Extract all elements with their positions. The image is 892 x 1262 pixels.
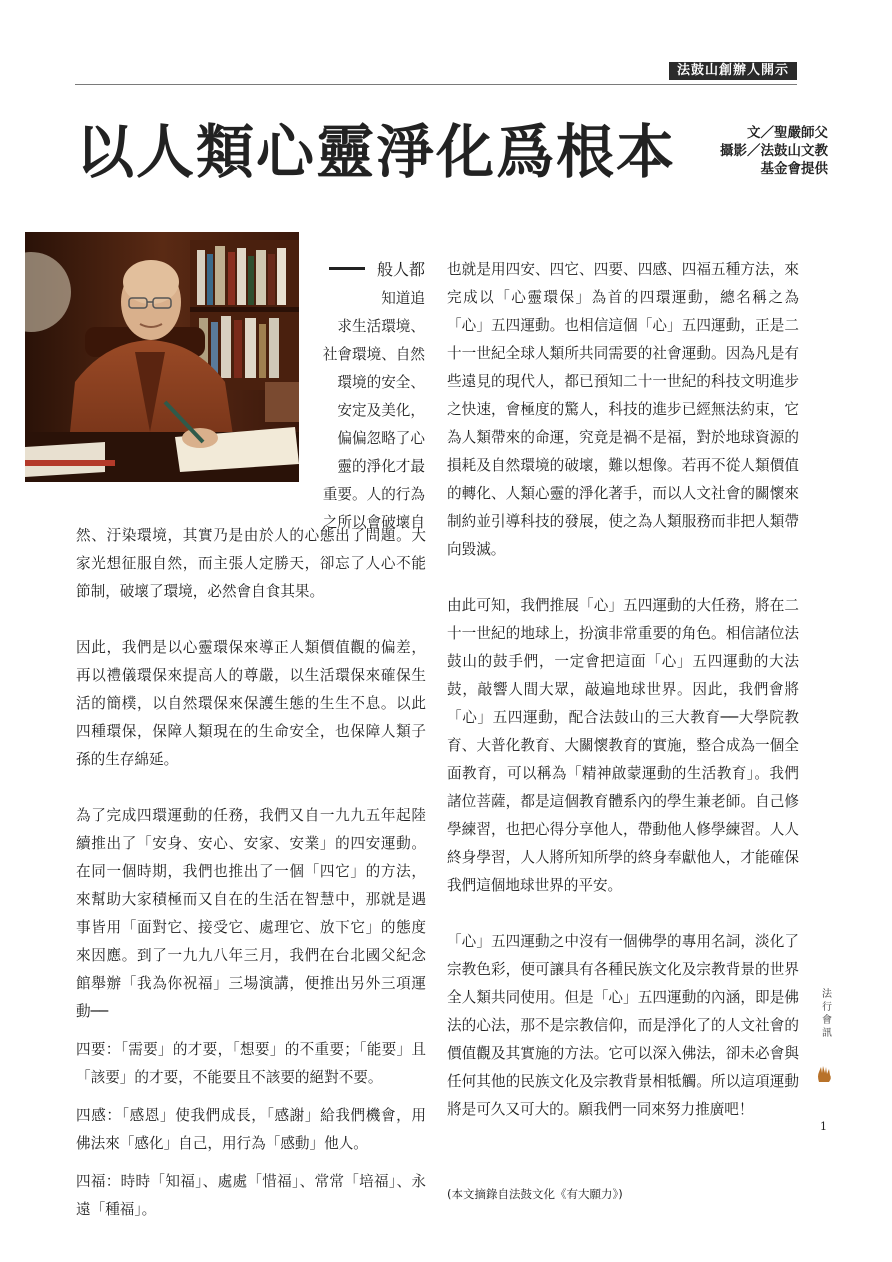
portrait-illustration <box>25 232 299 482</box>
lead-dash <box>329 267 365 270</box>
intro-line-5: 環境的安全、 <box>337 374 425 391</box>
photo-credit: 攝影／法鼓山文教 <box>720 143 828 159</box>
newsletter-label-char: 會 <box>822 1015 832 1026</box>
paragraph: 也就是用四安、四它、四要、四感、四福五種方法，來完成以「心靈環保」為首的四環運動，總名稱之為「心」五四運動。也相信這個「心」五四運動，正是二十一世紀全球人類所共同需要的社會運動。因為凡是有些遠見的現代人，都已預知二十一世紀的科技文明進步之快速，會極度的驚人，科技的進步已經無法約束，它為人類帶來的命運，究竟是禍不是福，對於地球資源的損耗及自然環境的破壞，難以想像。若再不從人類價值的轉化、人類心靈的淨化著手，而以人文社會的關懷來制約並引導科技的發展，使之為人類服務而非把人類帶向毀滅。 <box>447 261 799 558</box>
header-rule <box>75 84 797 85</box>
section-tag: 法鼓山創辦人開示 <box>669 62 797 80</box>
left-column <box>76 522 426 1224</box>
hand-icon <box>816 1064 834 1088</box>
photo-credit-2: 基金會提供 <box>760 161 828 177</box>
paragraph: 四感：「感恩」使我們成長，「感謝」給我們機會，用佛法來「感化」自己，用行為「感動」他人。 <box>76 1107 426 1152</box>
right-column <box>447 256 799 1124</box>
paragraph: 四福：時時「知福」、處處「惜福」、常常「培福」、永遠「種福」。 <box>76 1173 426 1218</box>
intro-text <box>313 256 425 537</box>
newsletter-label <box>817 988 837 1040</box>
intro-line-6: 安定及美化， <box>337 402 425 419</box>
intro-line-2: 知道追 <box>381 290 425 307</box>
article-title: 以人類心靈淨化爲根本 <box>76 118 677 186</box>
paragraph: 然、汙染環境，其實乃是由於人的心態出了問題。大家光想征服自然，而主張人定勝天，卻忘了人心不能節制，破壞了環境，必然會自食其果。 <box>76 527 426 600</box>
intro-line-8: 靈的淨化才最 <box>337 458 425 475</box>
source-note: (本文摘錄自法鼓文化《有大願力》) <box>447 1187 623 1201</box>
page-number: 1 <box>820 1120 827 1133</box>
intro-line-7: 偏偏忽略了心 <box>337 430 425 447</box>
credits <box>720 124 828 178</box>
paragraph: 為了完成四環運動的任務，我們又自一九九五年起陸續推出了「安身、安心、安家、安業」的四安運動。在同一個時期，我們也推出了一個「四它」的方法，來幫助大家積極而又自在的生活在智慧中，那就是遇事皆用「面對它、接受它、處理它、放下它」的態度來因應。到了一九九八年三月，我們在台北國父紀念館舉辦「我為你祝福」三場演講，便推出另外三項運動── <box>76 807 426 1020</box>
newsletter-label-char: 法 <box>822 989 832 1000</box>
intro-line-10: 之所以會破壞自 <box>322 514 425 531</box>
intro-line-4: 社會環境、自然 <box>322 346 425 363</box>
intro-line-1: 般人都 <box>313 256 425 285</box>
paragraph: 由此可知，我們推展「心」五四運動的大任務，將在二十一世紀的地球上，扮演非常重要的角色。相信諸位法鼓山的鼓手們，一定會把這面「心」五四運動的大法鼓，敲響人間大眾，敲遍地球世界。因此，我們會將「心」五四運動，配合法鼓山的三大教育──大學院教育、大普化教育、大關懷教育的實施，整合成為一個全面教育，可以稱為「精神啟蒙運動的生活教育」。我們諸位菩薩，都是這個教育體系內的學生兼老師。自己修學練習，也把心得分享他人，帶動他人修學練習。人人終身學習，人人將所知所學的終身奉獻他人，才能確保我們這個地球世界的平安。 <box>447 597 799 894</box>
portrait-photo <box>25 232 299 482</box>
author-credit: 文／聖嚴師父 <box>747 125 828 141</box>
newsletter-label-char: 訊 <box>822 1028 832 1039</box>
paragraph: 四要：「需要」的才要，「想要」的不重要；「能要」且「該要」的才要，不能要且不該要的絕對不要。 <box>76 1041 426 1086</box>
paragraph: 因此，我們是以心靈環保來導正人類價值觀的偏差，再以禮儀環保來提高人的尊嚴，以生活環保來確保生活的簡樸，以自然環保來保護生態的生生不息。以此四種環保，保障人類現在的生命安全，也保障人類子孫的生存綿延。 <box>76 639 426 768</box>
intro-line-9: 重要。人的行為 <box>322 486 425 503</box>
intro-line-3: 求生活環境、 <box>337 318 425 335</box>
paragraph: 「心」五四運動之中沒有一個佛學的專用名詞，淡化了宗教色彩，便可讓具有各種民族文化及宗教背景的世界全人類共同使用。但是「心」五四運動的內涵，即是佛法的心法，那不是宗教信仰，而是淨化了的人文社會的價值觀及其實施的方法。它可以深入佛法，卻未必會與任何其他的民族文化及宗教背景相牴觸。所以這項運動將是可久又可大的。願我們一同來努力推廣吧！ <box>447 933 799 1118</box>
newsletter-label-char: 行 <box>822 1002 832 1013</box>
